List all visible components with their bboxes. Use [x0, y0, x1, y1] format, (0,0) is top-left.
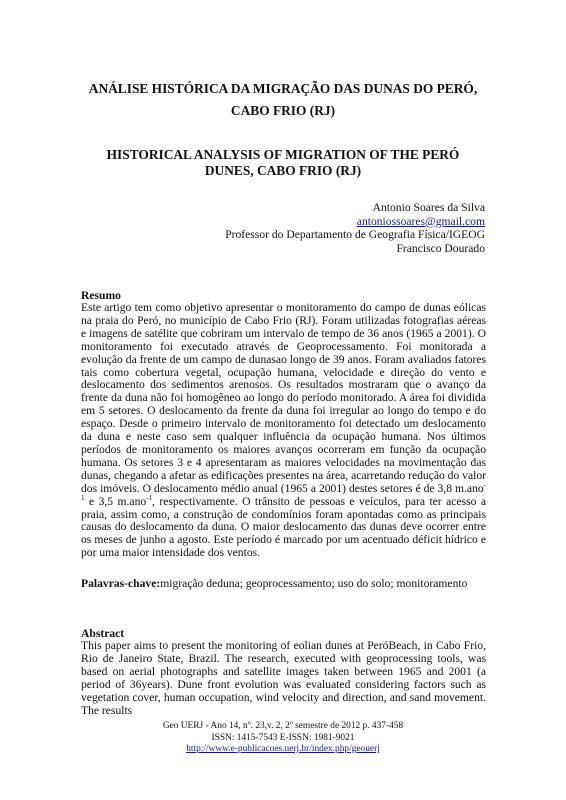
resumo-text-part1: Este artigo tem como objetivo apresentar o monitoramento do campo de dunas eólicas na praia do Peró, no município de Cabo Frio (RJ). Foram utilizadas fotografias aéreas e imagens de satélite que cobriram um intervalo de tempo de 36 anos (1965 a 2001). O monitoramento foi executado através de Geoprocessamento. Foi monitorada a evolução da frente de um campo de dunasao longo de 39 anos. Foram avaliados fatores tais como cobertura vegetal, ocupação humana, velocidade e direção do vento e deslocamento dos sedimentos arenosos. Os resultados mostraram que o avanço da frente da duna não foi homogêneo ao longo do período monitorado. A área foi dividida em 5 setores. O deslocamento da frente da duna foi irregular ao longo do tempo e do espaço. Desde o primeiro intervalo de monitoramento foi detectado um deslocamento da duna e neste caso sem qualquer influência da ocupação humana. Nos últimos períodos de monitoramento os maiores avanços ocorreram em função da ocupação humana. Os setores 3 e 4 apresentaram as maiores velocidades na movimentação das dunas, chegando a afetar as edificações presentes na área, acarretando redução do valor dos imóveis. O deslocamento médio anual (1965 a 2001) destes setores é de 3,8 m.ano [81, 301, 486, 495]
title-en-line1: HISTORICAL ANALYSIS OF MIGRATION OF THE PERÓ [106, 147, 460, 162]
keywords-line [81, 577, 467, 590]
superscript-2: -1 [146, 493, 153, 502]
resumo-heading: Resumo [81, 289, 121, 302]
keywords-value: migração deduna; geoprocessamento; uso do solo; monitoramento [160, 577, 468, 590]
superscript-1: -1 [81, 480, 486, 502]
footer-url-link[interactable]: http://www.e-publicacoes.uerj.br/index.php/geouerj [186, 744, 380, 754]
footer-issn-line: ISSN: 1415-7543 E-ISSN: 1981-9021 [211, 732, 355, 743]
footer-journal-line: Geo UERJ - Ano 14, nº. 23,v. 2, 2º semestre de 2012 p. 437-458 [162, 721, 404, 731]
resumo-text [81, 302, 486, 560]
page-footer [0, 721, 566, 756]
title-en-line2: DUNES, CABO FRIO (RJ) [204, 163, 362, 178]
author-name-1: Antonio Soares da Silva [372, 201, 485, 214]
author-email-link[interactable]: antoniossoares@gmail.com [356, 214, 485, 228]
title-portuguese [40, 78, 526, 122]
abstract-heading: Abstract [81, 627, 125, 640]
resumo-text-part3: , respectivamente. O trânsito de pessoas e veículos, para ter acesso a praia, assim como, a construção de condomínios foram apontadas como as principais causas do deslocamento da duna. O maior deslocamento das dunas deve ocorrer entre os meses de junho a agosto. Este período é marcado por um acentuado déficit hídrico e por uma maior intensidade dos ventos. [81, 494, 486, 560]
author-name-2: Francisco Dourado [396, 241, 485, 255]
author-block [225, 201, 485, 255]
title-pt-line1: ANÁLISE HISTÓRICA DA MIGRAÇÃO DAS DUNAS DO PERÓ, [88, 81, 478, 96]
title-pt-line2: CABO FRIO (RJ) [230, 103, 336, 118]
abstract-text: This paper aims to present the monitoring of eolian dunes at PeróBeach, in Cabo Frio, Rio de Janeiro State, Brazil. The research, executed with geoprocessing tools, was based on aerial photographs and satellite images taken between 1965 and 2001 (a period of 36years). Dune front evolution was evaluated considering factors such as vegetation cover, human occupation, wind velocity and direction, and sand movement. The results [81, 639, 486, 717]
resumo-text-part2: e 3,5 m.ano [84, 494, 147, 508]
keywords-label: Palavras-chave: [81, 577, 161, 590]
author-affiliation: Professor do Departamento de Geografia Física/IGEOG [225, 228, 485, 241]
title-english [40, 147, 526, 179]
